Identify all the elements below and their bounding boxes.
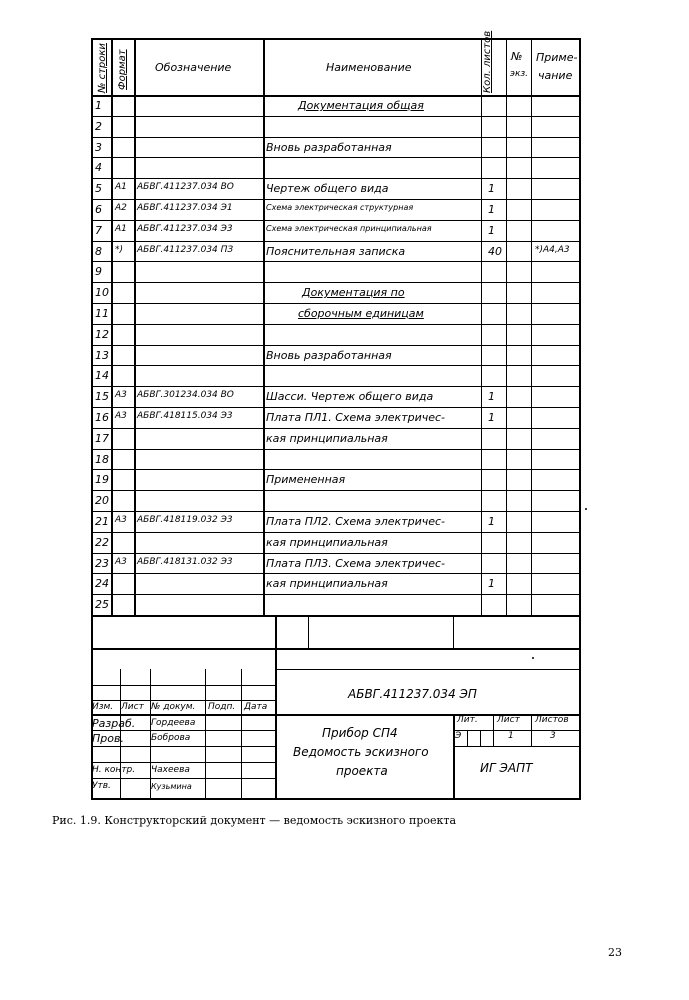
grid-line — [481, 38, 482, 615]
row-number: 22 — [95, 536, 109, 549]
grid-line — [91, 324, 581, 325]
row-designation: АБВГ.411237.034 ВО — [137, 182, 234, 192]
grid-line — [531, 38, 532, 615]
row-format: А3 — [115, 557, 127, 567]
row-qty: 1 — [488, 182, 495, 195]
header-no: № — [511, 50, 523, 63]
row-format: А3 — [115, 390, 127, 400]
grid-line — [91, 282, 581, 283]
row-number: 11 — [95, 307, 109, 320]
row-number: 21 — [95, 515, 109, 528]
grid-line — [91, 449, 581, 450]
list-value: 1 — [508, 731, 514, 741]
row-format: А2 — [115, 203, 127, 213]
row-designation: АБВГ.418119.032 Э3 — [137, 515, 233, 525]
grid-line — [91, 365, 581, 366]
row-name: кая принципиальная — [266, 536, 388, 549]
grid-line — [91, 261, 581, 262]
row-qty: 1 — [488, 577, 495, 590]
title-header-izm: Изм. — [92, 702, 114, 712]
row-designation: АБВГ.418115.034 Э3 — [137, 411, 233, 421]
row-number: 9 — [95, 265, 102, 278]
row-number: 23 — [95, 557, 109, 570]
row-number: 2 — [95, 120, 102, 133]
grid-line — [91, 428, 581, 429]
row-number: 19 — [95, 473, 109, 486]
prov-label: Пров. — [92, 732, 124, 745]
grid-line — [91, 594, 581, 595]
row-name: сборочным единицам — [298, 307, 424, 320]
row-format: А1 — [115, 182, 127, 192]
row-name: Схема электрическая принципиальная — [266, 224, 432, 233]
row-format: *) — [115, 245, 124, 255]
header-note-1: Приме- — [536, 51, 578, 64]
grid-line — [91, 241, 581, 242]
header-name: Наименование — [326, 61, 412, 74]
row-number: 10 — [95, 286, 109, 299]
row-number: 25 — [95, 598, 109, 611]
grid-line — [275, 615, 277, 800]
razrab-name: Гордеева — [151, 718, 196, 728]
row-designation: АБВГ.411237.034 ПЗ — [137, 245, 234, 255]
row-number: 1 — [95, 99, 102, 112]
row-number: 17 — [95, 432, 109, 445]
grid-line — [91, 469, 581, 470]
row-number: 13 — [95, 349, 109, 362]
grid-line — [91, 746, 275, 747]
grid-line — [91, 573, 581, 574]
utv-label: Утв. — [92, 781, 111, 791]
row-name: Вновь разработанная — [266, 141, 392, 154]
row-designation: АБВГ.301234.034 ВО — [137, 390, 234, 400]
grid-line — [111, 38, 113, 615]
utv-name: Кузьмина — [151, 782, 192, 791]
grid-line — [205, 669, 206, 800]
grid-line — [91, 648, 581, 650]
row-number: 12 — [95, 328, 109, 341]
list-label: Лист — [497, 715, 520, 725]
row-qty: 1 — [488, 515, 495, 528]
grid-line — [91, 700, 275, 701]
grid-line — [453, 730, 581, 731]
grid-line — [493, 714, 494, 746]
row-qty: 1 — [488, 411, 495, 424]
grid-line — [91, 511, 581, 512]
listov-label: Листов — [535, 715, 569, 725]
organization: ИГ ЭАПТ — [480, 761, 533, 775]
grid-line — [91, 199, 581, 200]
nkontr-label: Н. контр. — [92, 765, 136, 775]
row-number: 8 — [95, 245, 102, 258]
row-format: А1 — [115, 224, 127, 234]
grid-line — [91, 685, 275, 686]
row-designation: АБВГ.411237.034 Э1 — [137, 203, 233, 213]
stray-dot — [532, 657, 534, 659]
row-name: Плата ПЛ2. Схема электричес- — [266, 515, 446, 528]
row-designation: АБВГ.411237.034 Э3 — [137, 224, 233, 234]
grid-line — [275, 669, 581, 670]
stray-dot — [585, 508, 587, 510]
row-name: Пояснительная записка — [266, 245, 406, 258]
row-note: *)А4,А3 — [535, 245, 570, 255]
grid-line — [506, 38, 507, 615]
product-line-1: Прибор СП4 — [322, 726, 398, 740]
grid-line — [91, 778, 275, 779]
row-qty: 1 — [488, 203, 495, 216]
grid-line — [453, 615, 454, 648]
lit-value: Э — [455, 731, 462, 741]
grid-line — [91, 345, 581, 346]
header-line-number: № строки — [97, 43, 108, 93]
row-number: 20 — [95, 494, 109, 507]
row-name: Плата ПЛ3. Схема электричес- — [266, 557, 446, 570]
row-format: А3 — [115, 411, 127, 421]
figure-caption: Рис. 1.9. Конструкторский документ — ведомость эскизного проекта — [52, 814, 457, 827]
grid-line — [91, 407, 581, 408]
row-name: кая принципиальная — [266, 577, 388, 590]
grid-line — [91, 137, 581, 138]
row-qty: 40 — [488, 245, 502, 258]
grid-line — [91, 762, 275, 763]
row-number: 7 — [95, 224, 102, 237]
row-name: кая принципиальная — [266, 432, 388, 445]
row-name: Примененная — [266, 473, 346, 486]
razrab-label: Разраб. — [92, 717, 136, 730]
grid-line — [91, 615, 581, 617]
title-header-podp: Подп. — [208, 702, 236, 712]
row-name: Документация по — [302, 286, 405, 299]
grid-line — [91, 157, 581, 158]
row-qty: 1 — [488, 224, 495, 237]
nkontr-name: Чахеева — [151, 765, 190, 775]
grid-line — [91, 386, 581, 387]
row-number: 3 — [95, 141, 102, 154]
row-number: 18 — [95, 453, 109, 466]
grid-line — [453, 714, 455, 800]
grid-line — [91, 532, 581, 533]
row-designation: АБВГ.418131.032 Э3 — [137, 557, 233, 567]
grid-line — [91, 303, 581, 304]
title-header-ndok: № докум. — [151, 702, 196, 712]
header-format: Формат — [117, 49, 128, 90]
row-qty: 1 — [488, 390, 495, 403]
header-note-2: чание — [538, 69, 573, 82]
row-number: 4 — [95, 161, 102, 174]
product-line-2: Ведомость эскизного — [293, 745, 429, 759]
grid-line — [91, 95, 581, 97]
grid-line — [134, 38, 136, 615]
grid-line — [241, 669, 242, 800]
prov-name: Боброва — [151, 733, 191, 743]
row-number: 24 — [95, 577, 109, 590]
grid-line — [91, 178, 581, 179]
lit-label: Лит. — [457, 715, 478, 725]
row-format: А3 — [115, 515, 127, 525]
grid-line — [308, 615, 309, 648]
grid-line — [263, 38, 265, 615]
title-header-data: Дата — [244, 702, 268, 712]
page-number: 23 — [608, 946, 622, 959]
row-number: 15 — [95, 390, 109, 403]
grid-line — [453, 746, 581, 747]
grid-line — [531, 714, 532, 746]
grid-line — [91, 730, 275, 731]
row-name: Плата ПЛ1. Схема электричес- — [266, 411, 446, 424]
grid-line — [91, 220, 581, 221]
row-name: Вновь разработанная — [266, 349, 392, 362]
title-header-list: Лист — [121, 702, 144, 712]
row-name: Схема электрическая структурная — [266, 203, 414, 212]
grid-line — [480, 730, 481, 746]
row-name: Чертеж общего вида — [266, 182, 389, 195]
grid-line — [91, 490, 581, 491]
product-line-3: проекта — [336, 764, 388, 778]
listov-value: 3 — [550, 731, 556, 741]
header-designation: Обозначение — [155, 61, 232, 74]
grid-line — [467, 730, 468, 746]
grid-line — [91, 553, 581, 554]
header-copy: экз. — [510, 69, 529, 79]
doc-code: АБВГ.411237.034 ЭП — [348, 687, 477, 701]
row-number: 6 — [95, 203, 102, 216]
row-number: 14 — [95, 369, 109, 382]
header-qty: Кол. листов — [482, 30, 493, 93]
row-number: 16 — [95, 411, 109, 424]
row-number: 5 — [95, 182, 102, 195]
row-name: Шасси. Чертеж общего вида — [266, 390, 434, 403]
grid-line — [91, 116, 581, 117]
row-name: Документация общая — [298, 99, 424, 112]
